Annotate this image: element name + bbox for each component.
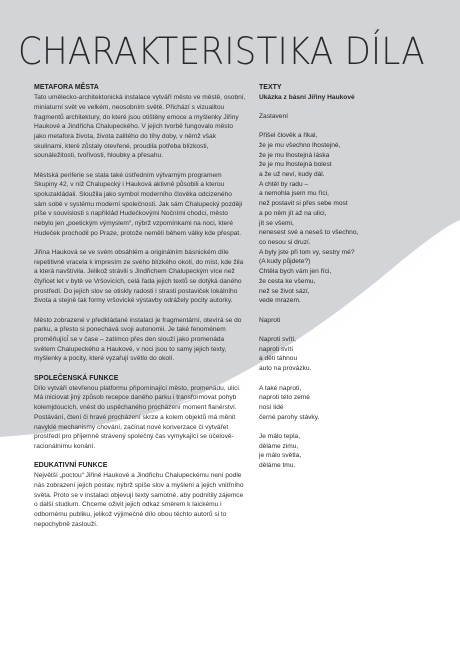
poem-line: auto na provázku. bbox=[259, 365, 312, 373]
poem-stanza bbox=[259, 335, 429, 374]
poem-line: že je mu lhostejná bolest bbox=[259, 161, 332, 169]
poem-line: než postavit si přes sebe most bbox=[259, 200, 348, 208]
section-spolecenska bbox=[34, 374, 246, 452]
poem bbox=[259, 112, 429, 306]
poem-line: děláme tmu. bbox=[259, 462, 296, 470]
poem-line: že je mu lhostejná láska bbox=[259, 151, 330, 159]
paragraph: Městská periferie se stala také ústředním výtvarným programem Skupiny 42, v níž Chalupecký i Hauková aktivně působili a kterou spoluzakládali. Sloužila jako symbol moderního člověka odcizeného sám sobě v systému moderní společnosti. Jak sám Chalupecký později píše v souvislosti s napříkla̓d Hudečkovými Nočními chodci, město nebylo jen „poetickým výmyslem“, nýbrž vzpomínkami na noci, které Hudeček prochodil po Praze, protože nemělí během války kde přespat. bbox=[34, 171, 243, 237]
left-column bbox=[34, 83, 246, 539]
paragraph: Dílo vytváří otevřenou platformu připomínající město, promenádu, ulici. Má iniciovat jiný způsob recepce daného parku i transformovat pohyb kolemjdoucích, vnést do uspěchaného procházení moment flanérství. Postávání, čtení či hravé procházení skrze a kolem objektů má mênit navyklé mechanismy chování, začínat nové konverzace či vytvářet prostředí pro příjemně strávený společný čas vymykající se účelově-racionálnímu konání. bbox=[34, 384, 241, 450]
poem-line: naproti svítí bbox=[259, 345, 294, 353]
poem-line: jít se všemi, bbox=[259, 219, 294, 227]
poem-line: nenesest své a neseš to všechno, bbox=[259, 229, 359, 237]
section-heading: EDUKATIVNÍ FUNKCE bbox=[34, 462, 108, 470]
poem-stanza bbox=[259, 432, 429, 471]
poem-line: A chtěl by radu – bbox=[259, 180, 309, 188]
poem-line: a že už neví, kudy dál. bbox=[259, 171, 325, 179]
poems-subheading: Ukázka z básní Jiřiny Haukové bbox=[259, 93, 355, 101]
section-heading: METAFORA MĚSTA bbox=[34, 84, 99, 91]
poem-line: A také naproti, bbox=[259, 384, 302, 392]
poem-line: Přišel člověk a řikal, bbox=[259, 132, 318, 140]
poem-line: černé parohy stávky. bbox=[259, 413, 320, 421]
section-edukativni bbox=[34, 461, 246, 529]
paragraph: Největší „poctou“ Jiřině Haukové a Jindřichu Chalupeckému není podle nás zobrazení jejich postav, nýbrž spíše slov a myšlení a jejich vnitřního světa. Proto se v instalaci objevují texty samotné, aby podnítily zájemce o další studium. Chceme oživit jejich odkaz směrem k laickému i odbornému publiku, jelikož výjimečné dílo obou těchto autorů si to nepochybně zaslouží. bbox=[34, 472, 244, 528]
poem-line: Naproti svítí, bbox=[259, 336, 297, 343]
poem-line: nosí lidé bbox=[259, 403, 284, 411]
section-heading: TEXTY bbox=[259, 84, 282, 91]
right-column bbox=[259, 83, 429, 481]
poem-line: (A kudy půjdete?) bbox=[259, 258, 311, 266]
page-title: CHARAKTERISTIKA DÍLA bbox=[18, 30, 425, 73]
paragraph: Tato umělecko-architektonická instalace vytváří město ve městě, osobní, miniaturní svět ve velkém, neosobním světě. Přichází s vizualitou fragmentů architektury, do které jsou otištěny emoce a myšlenky Jiřiny Haukové a Jindřicha Chalupeckého. V jejich tvorbě fungovalo město jako metafora života, života zalitého do tíhy doby, v němž však skulinami, které zůstaly otevřené, proudila potřeba blízkosti, sounáležitosti, tvořivosti, hloubky a přesahu. bbox=[34, 94, 246, 160]
poems-container bbox=[259, 112, 429, 471]
section-metafora bbox=[34, 83, 246, 364]
poem-line: Je málo tepla, bbox=[259, 433, 301, 440]
poem-line: než se život sází, bbox=[259, 287, 310, 295]
poem-line: Chtěla bych vám jen říci, bbox=[259, 268, 332, 276]
poem-line: že cesta ke všemu, bbox=[259, 277, 316, 285]
poem-line: a po něm jít až na ulici, bbox=[259, 209, 327, 217]
poem-line: a nemohla jsem mu říci, bbox=[259, 190, 329, 198]
poem-line: děláme zimu, bbox=[259, 442, 299, 450]
poem-line: co nesou si druzí. bbox=[259, 239, 311, 246]
poem-title: Naproti bbox=[259, 316, 281, 324]
paragraph: Město zobrazené v předkládané instalaci je fragmentární, otevírá se do parku, a přesto si ponechává svoji autonomii. Je také fenoménem proměňující́ se v čase – zatímco přes den slouží jako promenáda světem Chalupeckého a Haukové, v noci jsou to samy jejich texty, myšlenky a pocity, které vyzařují světlo do okolí. bbox=[34, 316, 242, 363]
poem-line: je málo světla, bbox=[259, 452, 302, 460]
poem-line: vede mrazem. bbox=[259, 297, 301, 305]
poem-title: Zastavení bbox=[259, 112, 288, 120]
poem-stanza bbox=[259, 131, 429, 306]
paragraph: Jiřina Hauková se ve svém obsáhlém a originálním básnickém díle repetitivně vracela k impresím ze svého blízkého okolí, do míst, kde žila a která navštívila. Jelikož strávili s Jindřichem Chalupeckým více než čtyřicet let v bytě ve Vršovicích, celá řada jejich textů se dotýká daného prostředí. Do jejích slov se otiskly radosti i strasti postaviček lokálního života a stejně tak formy vršovické výstavby odrážely pocity autorky. bbox=[34, 248, 244, 305]
poem-stanza bbox=[259, 384, 429, 423]
poem-line: A byly jste při tom vy, sestry mé? bbox=[259, 248, 355, 256]
section-heading: SPOLEČENSKÁ FUNKCE bbox=[34, 374, 119, 382]
poem bbox=[259, 316, 429, 471]
poem-line: naproti této zemé bbox=[259, 394, 310, 402]
poem-line: a děti táhnou bbox=[259, 355, 298, 363]
poem-line: že je mu všechno lhostejné, bbox=[259, 141, 341, 149]
